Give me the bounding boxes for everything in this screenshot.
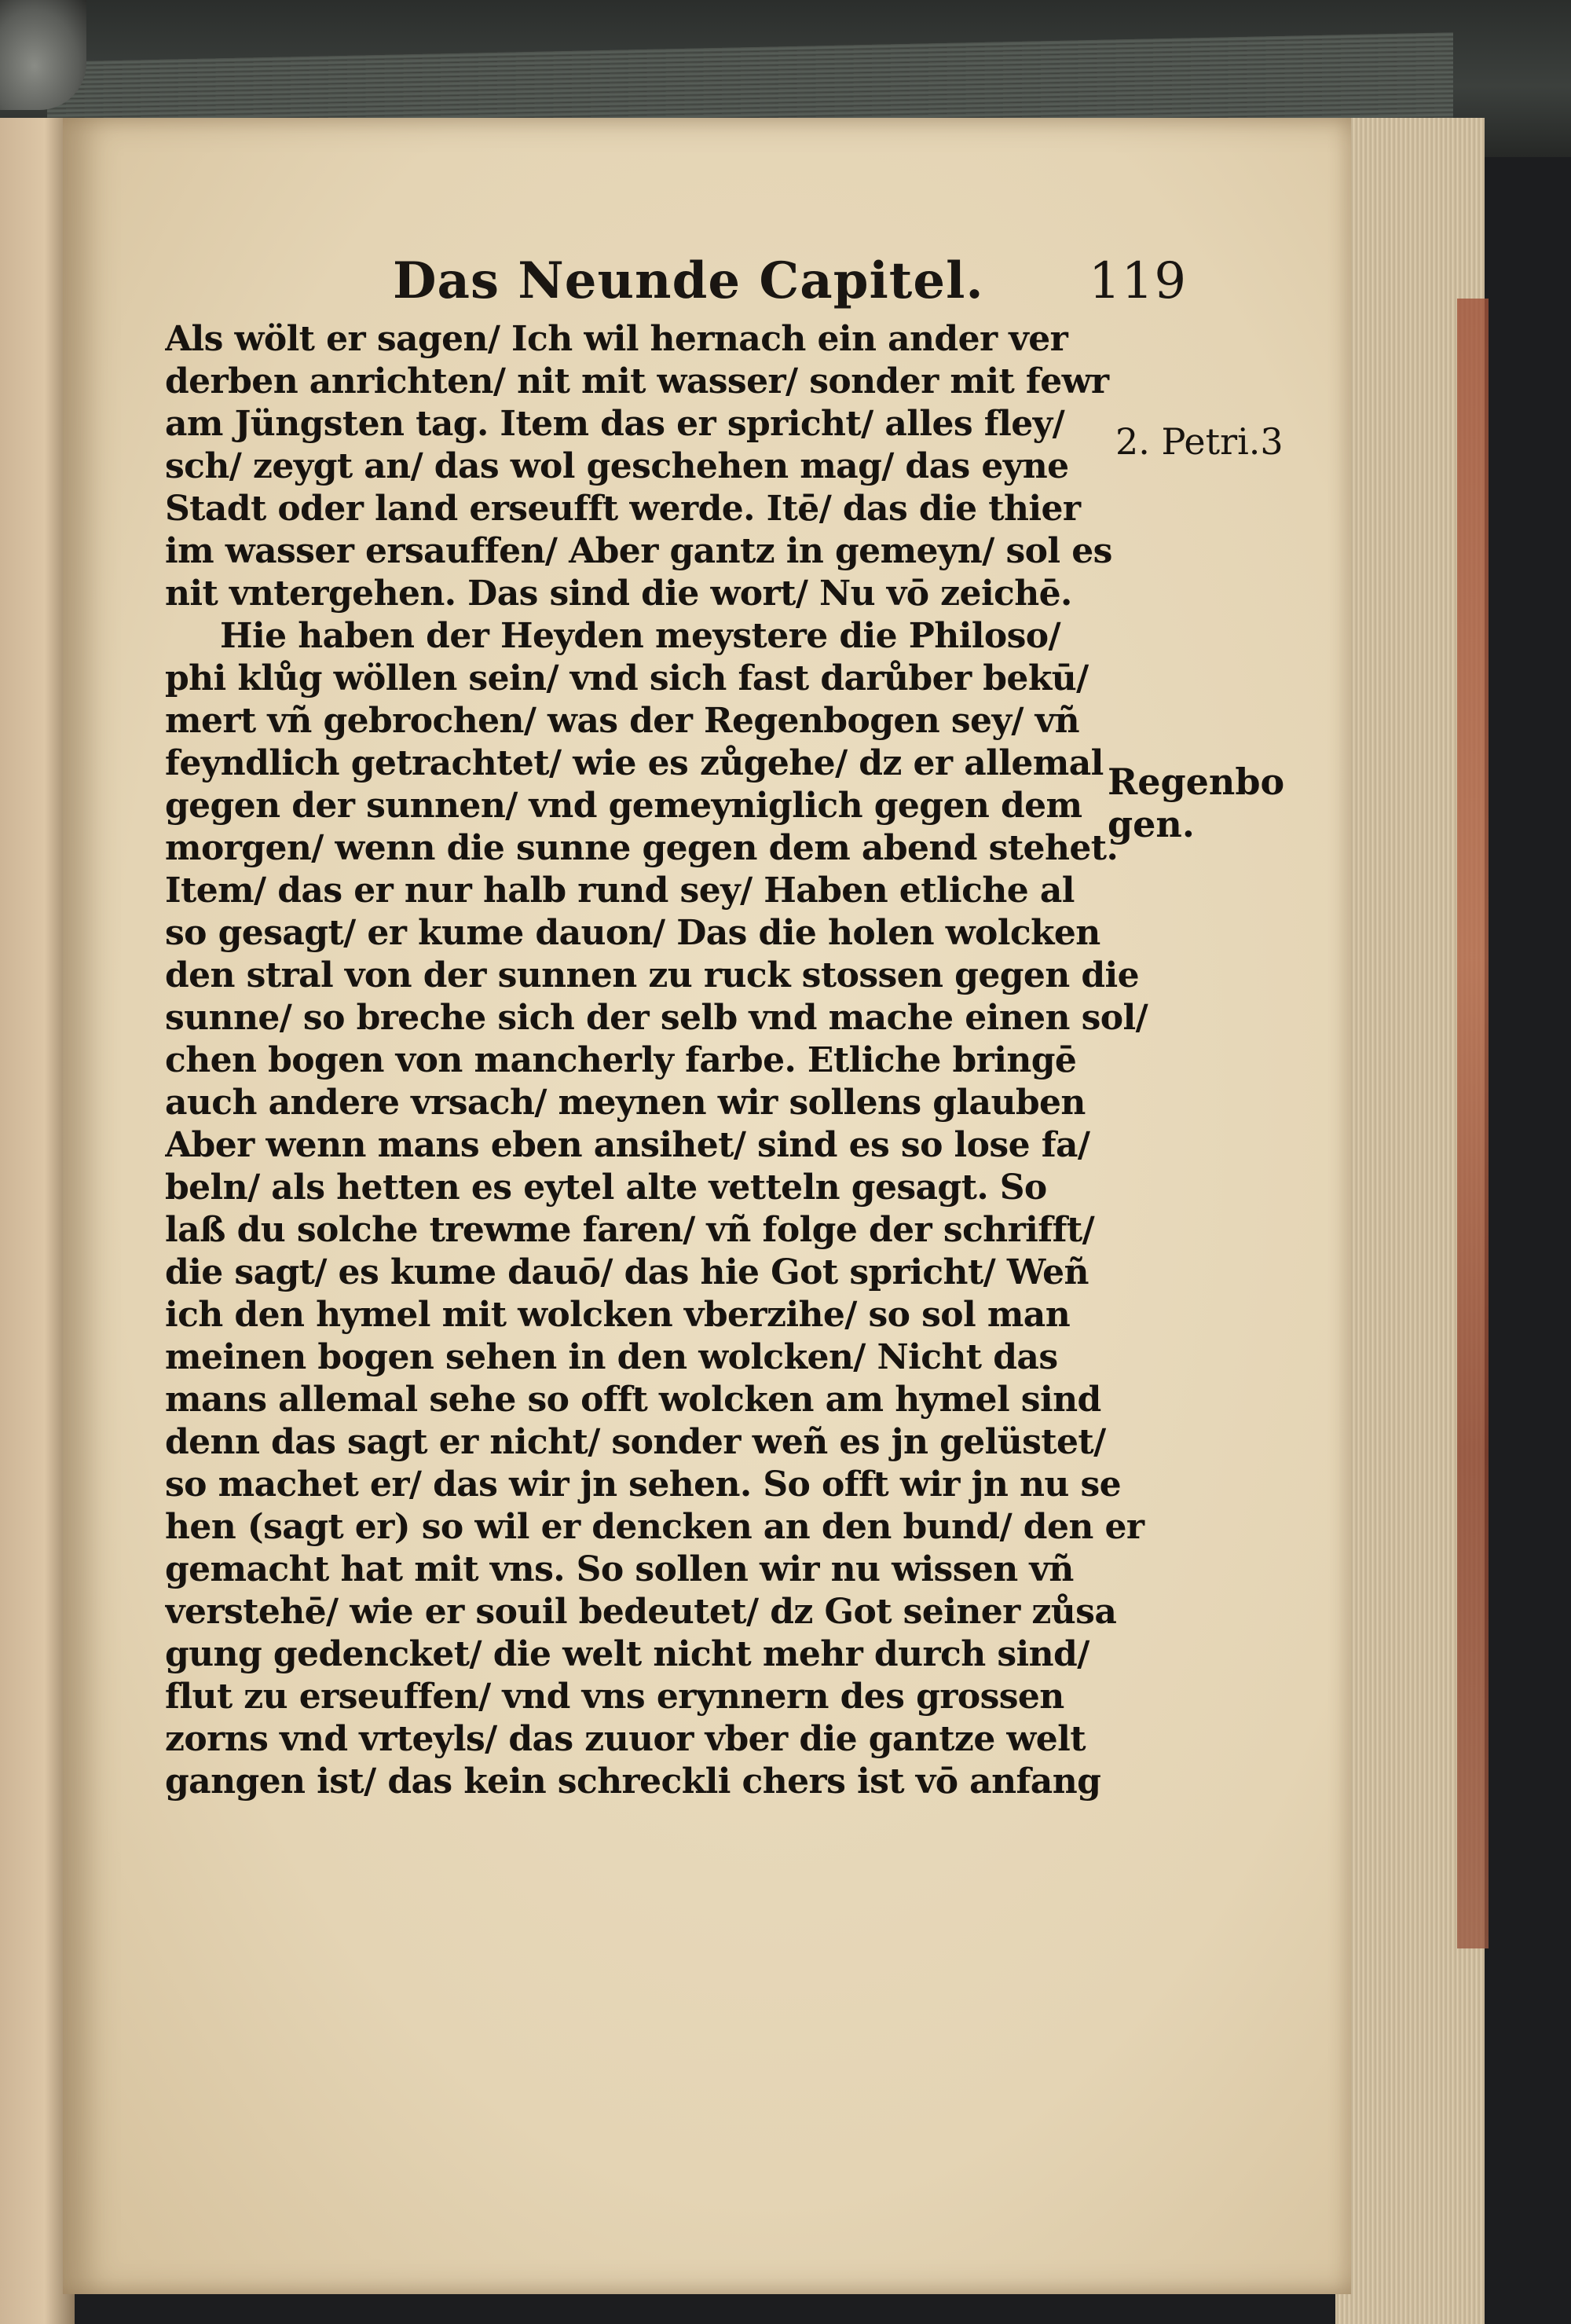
text-line: laß du solche trewme faren/ vñ folge der schrifft/ bbox=[165, 1210, 1095, 1250]
text-line: Als wölt er sagen/ Ich wil hernach ein ander ver bbox=[165, 319, 1068, 359]
text-line: chen bogen von mancherly farbe. Etliche bringē bbox=[165, 1040, 1077, 1080]
chapter-title: Das Neunde Capitel. bbox=[393, 251, 984, 310]
text-line: sch/ zeygt an/ das wol geschehen mag/ das eyne bbox=[165, 446, 1069, 486]
text-line: verstehē/ wie er souil bedeutet/ dz Got seiner zůsa bbox=[165, 1592, 1117, 1632]
text-line: gung gedencket/ die welt nicht mehr durch sind/ bbox=[165, 1634, 1089, 1674]
book-spine-corner bbox=[0, 0, 86, 110]
text-line: flut zu erseuffen/ vnd vns erynnern des grossen bbox=[165, 1677, 1064, 1717]
text-line: Stadt oder land erseufft werde. Itē/ das die thier bbox=[165, 489, 1081, 529]
text-line: den stral von der sunnen zu ruck stossen gegen die bbox=[165, 955, 1140, 995]
page-number: 119 bbox=[1088, 252, 1188, 310]
red-page-edge bbox=[1457, 299, 1489, 1948]
text-line: hen (sagt er) so wil er dencken an den bund/ den er bbox=[165, 1507, 1144, 1547]
text-line: gemacht hat mit vns. So sollen wir nu wissen vñ bbox=[165, 1549, 1074, 1589]
text-line: die sagt/ es kume dauō/ das hie Got spricht/ Weñ bbox=[165, 1252, 1089, 1292]
marginal-note-line: Regenbo bbox=[1108, 761, 1285, 803]
text-line: im wasser ersauffen/ Aber gantz in gemeyn/ sol es bbox=[165, 531, 1112, 571]
marginal-note-petri: 2. Petri.3 bbox=[1115, 420, 1284, 463]
text-line: gegen der sunnen/ vnd gemeyniglich gegen dem bbox=[165, 786, 1082, 826]
text-line: derben anrichten/ nit mit wasser/ sonder mit fewr bbox=[165, 361, 1109, 401]
text-line: so machet er/ das wir jn sehen. So offt wir jn nu se bbox=[165, 1464, 1122, 1505]
running-head bbox=[393, 251, 1188, 310]
text-line: mert vñ gebrochen/ was der Regenbogen sey/ vñ bbox=[165, 701, 1079, 741]
text-line: meinen bogen sehen in den wolcken/ Nicht das bbox=[165, 1337, 1058, 1377]
text-line: Item/ das er nur halb rund sey/ Haben etliche al bbox=[165, 871, 1075, 911]
text-line: sunne/ so breche sich der selb vnd mache einen sol/ bbox=[165, 998, 1148, 1038]
text-line: morgen/ wenn die sunne gegen dem abend stehet. bbox=[165, 828, 1119, 868]
text-line: denn das sagt er nicht/ sonder weñ es jn gelüstet/ bbox=[165, 1422, 1106, 1462]
text-line: so gesagt/ er kume dauon/ Das die holen wolcken bbox=[165, 913, 1100, 953]
text-line: auch andere vrsach/ meynen wir sollens glauben bbox=[165, 1083, 1086, 1123]
text-line: zorns vnd vrteyls/ das zuuor vber die gantze welt bbox=[165, 1719, 1086, 1759]
text-line: Hie haben der Heyden meystere die Philoso/ bbox=[220, 616, 1060, 656]
text-line: gangen ist/ das kein schreckli chers ist vō anfang bbox=[165, 1761, 1101, 1802]
marginal-note-line: gen. bbox=[1108, 803, 1195, 845]
text-line: beln/ als hetten es eytel alte vetteln gesagt. So bbox=[165, 1167, 1047, 1208]
text-line: Aber wenn mans eben ansihet/ sind es so lose fa/ bbox=[165, 1125, 1090, 1165]
text-line: feyndlich getrachtet/ wie es zůgehe/ dz er allemal bbox=[165, 743, 1104, 783]
marginal-note-regenbogen bbox=[1108, 761, 1284, 845]
text-line: phi klůg wöllen sein/ vnd sich fast darůber bekū/ bbox=[165, 658, 1089, 698]
text-line: nit vntergehen. Das sind die wort/ Nu vō zeichē. bbox=[165, 574, 1072, 614]
text-line: am Jüngsten tag. Item das er spricht/ alles fley/ bbox=[165, 404, 1065, 444]
body-text bbox=[165, 318, 1178, 1803]
book-page bbox=[63, 118, 1351, 2294]
text-line: ich den hymel mit wolcken vberzihe/ so sol man bbox=[165, 1295, 1071, 1335]
text-line: mans allemal sehe so offt wolcken am hymel sind bbox=[165, 1380, 1101, 1420]
